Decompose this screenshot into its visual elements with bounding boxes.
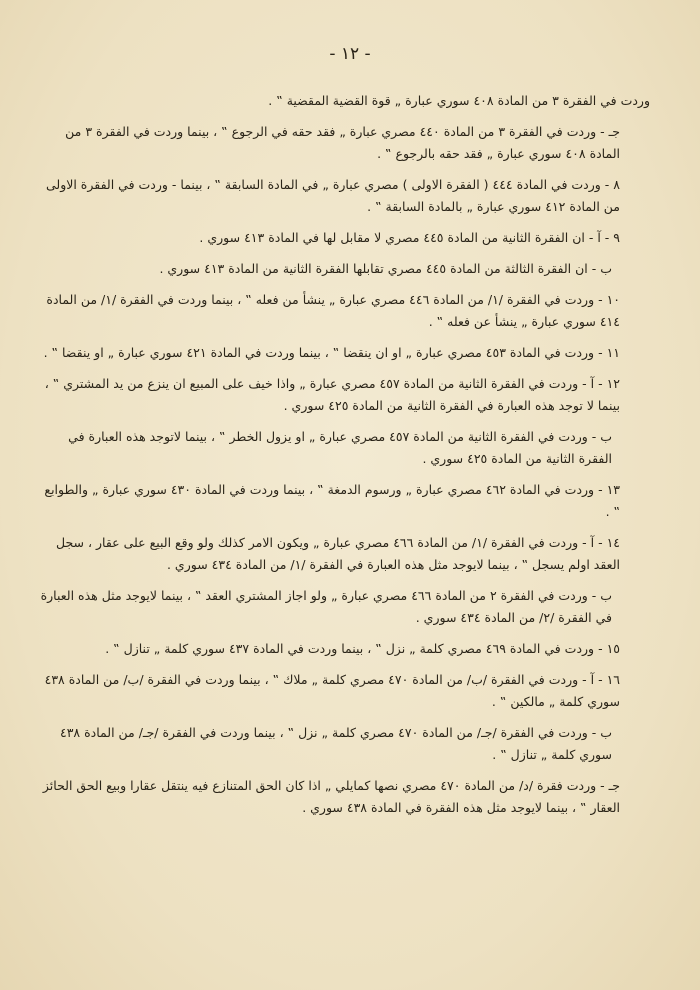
paragraph-item: ١٢ - آ - وردت في الفقرة الثانية من المادة ٤٥٧ مصري عبارة „ واذا خيف على المبيع ان ينزع من يد المشتري ‟ ، بينما لا توجد هذه العبارة في الفقرة الثانية من المادة ٤٢٥ سوري . <box>40 376 620 413</box>
paragraph-item: ١٣ - وردت في المادة ٤٦٢ مصري عبارة „ ورسوم الدمغة ‟ ، بينما وردت في المادة ٤٣٠ سوري عبارة „ والطوابع ‟ . <box>40 482 620 519</box>
paragraph-item: ٩ - آ - ان الفقرة الثانية من المادة ٤٤٥ مصري لا مقابل لها في المادة ٤١٣ سوري . <box>199 230 620 245</box>
paragraph-item: ب - وردت في الفقرة /جـ/ من المادة ٤٧٠ مصري كلمة „ نزل ‟ ، بينما وردت في الفقرة /جـ/ من المادة ٤٣٨ سوري كلمة „ تنازل ‟ . <box>56 725 612 762</box>
paragraph-item: جـ - وردت في الفقرة ٣ من المادة ٤٤٠ مصري عبارة „ فقد حقه في الرجوع ‟ ، بينما وردت في الفقرة ٣ من المادة ٤٠٨ سوري عبارة „ فقد حقه بالرجوع ‟ . <box>61 124 620 161</box>
page-number: - ١٢ - <box>329 44 371 64</box>
paragraph-item: وردت في الفقرة ٣ من المادة ٤٠٨ سوري عبارة „ قوة القضية المقضية ‟ . <box>268 93 650 108</box>
paragraph-item: ١٤ - آ - وردت في الفقرة /١/ من المادة ٤٦٦ مصري عبارة „ ويكون الامر كذلك ولو وقع البيع على عقار ، سجل العقد اولم يسجل ‟ ، بينما لايوجد مثل هذه العبارة في الفقرة /١/ من المادة ٤٣٤ سوري . <box>52 535 620 572</box>
paragraph-item: ١٥ - وردت في المادة ٤٦٩ مصري كلمة „ نزل ‟ ، بينما وردت في المادة ٤٣٧ سوري كلمة „ تنازل ‟ . <box>105 641 620 656</box>
paragraph-item: جـ - وردت فقرة /د/ من المادة ٤٧٠ مصري نصها كمايلي „ اذا كان الحق المتنازع فيه ينتقل عقارا وبيع الحق الحائز العقار ‟ ، بينما لايوجد مثل هذه الفقرة في المادة ٤٣٨ سوري . <box>38 778 620 815</box>
paragraph-item: ١٠ - وردت في الفقرة /١/ من المادة ٤٤٦ مصري عبارة „ ينشأ من فعله ‟ ، بينما وردت في الفقرة /١/ من المادة ٤١٤ سوري عبارة „ ينشأ عن فعله ‟ . <box>42 292 620 329</box>
paragraph-item: ب - ان الفقرة الثالثة من المادة ٤٤٥ مصري تقابلها الفقرة الثانية من المادة ٤١٣ سوري . <box>159 261 612 276</box>
document-body <box>36 90 650 828</box>
paragraph-item: ب - وردت في الفقرة ٢ من المادة ٤٦٦ مصري عبارة „ ولو اجاز المشتري العقد ‟ ، بينما لايوجد مثل هذه العبارة في الفقرة /٢/ من المادة ٤٣٤ سوري . <box>36 588 612 625</box>
paragraph-item: ١١ - وردت في المادة ٤٥٣ مصري عبارة „ او ان ينقضا ‟ ، بينما وردت في المادة ٤٢١ سوري عبارة „ او ينقضا ‟ . <box>43 345 620 360</box>
paragraph-item: ٨ - وردت في المادة ٤٤٤ ( الفقرة الاولى ) مصري عبارة „ في المادة السابقة ‟ ، بينما - وردت في الفقرة الاولى من المادة ٤١٢ سوري عبارة „ بالمادة السابقة ‟ . <box>41 177 620 214</box>
paragraph-item: ب - وردت في الفقرة الثانية من المادة ٤٥٧ مصري عبارة „ او يزول الخطر ‟ ، بينما لاتوجد هذه العبارة في الفقرة الثانية من المادة ٤٢٥ سوري . <box>64 429 612 466</box>
paragraph-item: ١٦ - آ - وردت في الفقرة /ب/ من المادة ٤٧٠ مصري كلمة „ ملاك ‟ ، بينما وردت في الفقرة /ب/ من المادة ٤٣٨ سوري كلمة „ مالكين ‟ . <box>40 672 620 709</box>
